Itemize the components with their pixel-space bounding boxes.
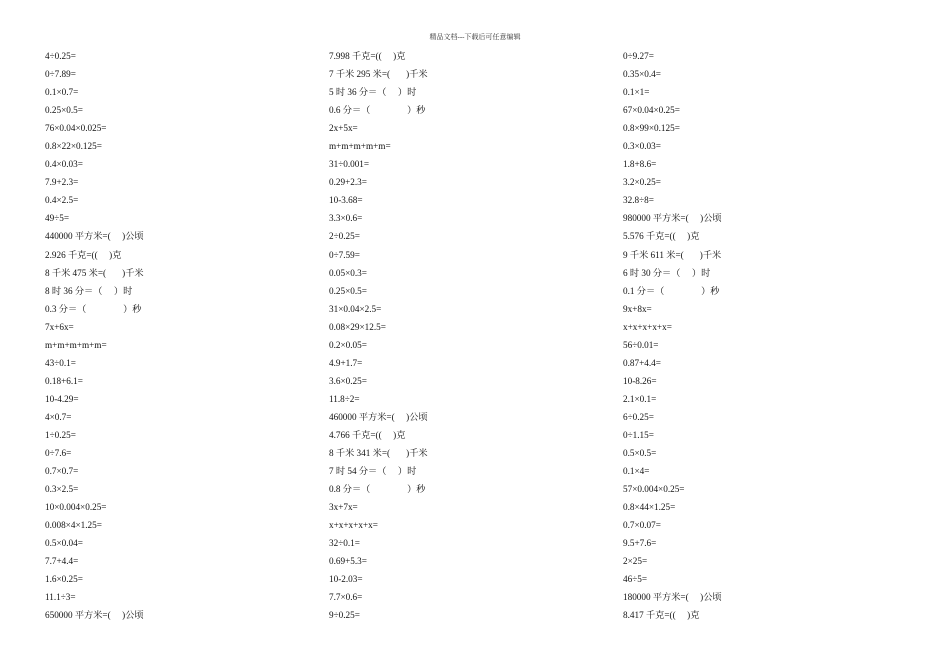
- exercise-item: 2×25=: [623, 556, 648, 567]
- column-right: [623, 47, 722, 625]
- exercise-item: 0.008×4×1.25=: [45, 520, 102, 531]
- exercise-item: 2x+5x=: [329, 123, 358, 134]
- exercise-item: 0.25×0.5=: [45, 105, 83, 116]
- exercise-item: 7.7×0.6=: [329, 592, 363, 603]
- exercise-item: 8 时 36 分＝（ ）时: [45, 285, 133, 296]
- exercise-item: 43÷0.1=: [45, 357, 76, 368]
- exercise-item: 10×0.004×0.25=: [45, 502, 107, 513]
- exercise-item: 0÷1.15=: [623, 429, 654, 440]
- exercise-item: 0÷7.6=: [45, 448, 72, 459]
- exercise-item: 46÷5=: [623, 574, 648, 585]
- exercise-item: 3.6×0.25=: [329, 375, 367, 386]
- exercise-item: x+x+x+x+x=: [623, 321, 672, 332]
- exercise-item: 0.7×0.7=: [45, 466, 79, 477]
- exercise-item: 0.08×29×12.5=: [329, 321, 386, 332]
- exercise-item: 5.576 千克=(( )克: [623, 231, 700, 242]
- exercise-item: 9÷0.25=: [329, 610, 360, 621]
- exercise-item: 0.1×0.7=: [45, 87, 79, 98]
- exercise-item: 10-4.29=: [45, 393, 79, 404]
- exercise-item: 8 千米 475 米=( )千米: [45, 267, 144, 278]
- exercise-item: 7.998 千克=(( )克: [329, 51, 406, 61]
- page-header: 精品文档---下载后可任意编辑: [429, 33, 521, 41]
- exercise-item: 0÷9.27=: [623, 51, 654, 61]
- exercise-item: 0.1×4=: [623, 466, 650, 477]
- exercise-item: 4÷0.25=: [45, 51, 76, 61]
- exercise-item: 76×0.04×0.025=: [45, 123, 107, 134]
- exercise-item: 650000 平方米=( )公顷: [45, 610, 144, 621]
- exercise-item: m+m+m+m+m=: [45, 339, 107, 350]
- exercise-item: 6 时 30 分＝（ ）时: [623, 267, 711, 278]
- exercise-item: 0.3 分＝（ ）秒: [45, 303, 142, 314]
- exercise-item: 0.18+6.1=: [45, 375, 83, 386]
- exercise-item: 0.5×0.5=: [623, 448, 657, 459]
- exercise-item: 4×0.7=: [45, 411, 72, 422]
- exercise-item: 0.3×0.03=: [623, 141, 661, 152]
- exercise-item: 8 千米 341 米=( )千米: [329, 448, 428, 459]
- exercise-item: 2.926 千克=(( )克: [45, 249, 122, 260]
- exercise-item: 0÷7.89=: [45, 69, 76, 80]
- exercise-item: 67×0.04×0.25=: [623, 105, 680, 116]
- exercise-item: 0.25×0.5=: [329, 285, 367, 296]
- exercise-item: 0.6 分＝（ ）秒: [329, 105, 426, 116]
- exercise-item: 56÷0.01=: [623, 339, 659, 350]
- exercise-item: 31×0.04×2.5=: [329, 303, 382, 314]
- exercise-item: 49÷5=: [45, 213, 70, 224]
- exercise-item: 0.8×99×0.125=: [623, 123, 680, 134]
- exercise-item: 10-8.26=: [623, 375, 657, 386]
- exercise-item: 0.8×44×1.25=: [623, 502, 676, 513]
- exercise-item: 0.35×0.4=: [623, 69, 661, 80]
- exercise-item: 5 时 36 分＝（ ）时: [329, 87, 417, 98]
- exercise-item: 0.87+4.4=: [623, 357, 661, 368]
- exercise-item: 440000 平方米=( )公顷: [45, 231, 144, 242]
- exercise-item: 7 时 54 分＝（ ）时: [329, 466, 417, 477]
- exercise-item: 7 千米 295 米=( )千米: [329, 69, 428, 80]
- exercise-item: m+m+m+m+m=: [329, 141, 391, 152]
- exercise-item: 1.6×0.25=: [45, 574, 83, 585]
- exercise-item: 57×0.004×0.25=: [623, 484, 685, 495]
- exercise-item: 2.1×0.1=: [623, 393, 657, 404]
- exercise-item: 3.3×0.6=: [329, 213, 363, 224]
- exercise-item: 6÷0.25=: [623, 411, 654, 422]
- exercise-item: 3.2×0.25=: [623, 177, 661, 188]
- exercise-item: 0.8 分＝（ ）秒: [329, 484, 426, 495]
- exercise-item: 9 千米 611 米=( )千米: [623, 249, 722, 260]
- exercise-item: 980000 平方米=( )公顷: [623, 213, 722, 224]
- exercise-item: 9.5+7.6=: [623, 538, 657, 549]
- exercise-item: 0.69+5.3=: [329, 556, 367, 567]
- column-left: [45, 47, 144, 625]
- exercise-item: 0.4×2.5=: [45, 195, 79, 206]
- exercise-item: 0.8×22×0.125=: [45, 141, 102, 152]
- exercise-item: 0.29+2.3=: [329, 177, 367, 188]
- exercise-item: 7.9+2.3=: [45, 177, 79, 188]
- exercise-item: 180000 平方米=( )公顷: [623, 592, 722, 603]
- column-middle: [329, 47, 428, 625]
- exercise-item: 32.8÷8=: [623, 195, 654, 206]
- exercise-item: 0.3×2.5=: [45, 484, 79, 495]
- exercise-item: 11.8÷2=: [329, 393, 360, 404]
- exercise-item: 7x+6x=: [45, 321, 74, 332]
- exercise-item: 4.766 千克=(( )克: [329, 429, 406, 440]
- exercise-item: 1.8+8.6=: [623, 159, 657, 170]
- exercise-item: 0.7×0.07=: [623, 520, 661, 531]
- exercise-item: 0.4×0.03=: [45, 159, 83, 170]
- exercise-item: 10-2.03=: [329, 574, 363, 585]
- exercise-item: 11.1÷3=: [45, 592, 76, 603]
- exercise-item: 1÷0.25=: [45, 429, 76, 440]
- exercise-item: 0÷7.59=: [329, 249, 360, 260]
- exercise-item: 460000 平方米=( )公顷: [329, 411, 428, 422]
- exercise-item: 8.417 千克=(( )克: [623, 610, 700, 621]
- exercise-item: 0.5×0.04=: [45, 538, 83, 549]
- exercise-item: 9x+8x=: [623, 303, 652, 314]
- exercise-item: 0.1 分＝（ ）秒: [623, 285, 720, 296]
- exercise-item: 0.2×0.05=: [329, 339, 367, 350]
- exercise-item: 0.05×0.3=: [329, 267, 367, 278]
- exercise-item: 31÷0.001=: [329, 159, 370, 170]
- exercise-item: 3x+7x=: [329, 502, 358, 513]
- exercise-item: 2÷0.25=: [329, 231, 360, 242]
- exercise-item: 7.7+4.4=: [45, 556, 79, 567]
- exercise-item: x+x+x+x+x=: [329, 520, 378, 531]
- exercise-item: 0.1×1=: [623, 87, 650, 98]
- exercise-item: 32÷0.1=: [329, 538, 360, 549]
- exercise-item: 4.9+1.7=: [329, 357, 363, 368]
- exercise-item: 10-3.68=: [329, 195, 363, 206]
